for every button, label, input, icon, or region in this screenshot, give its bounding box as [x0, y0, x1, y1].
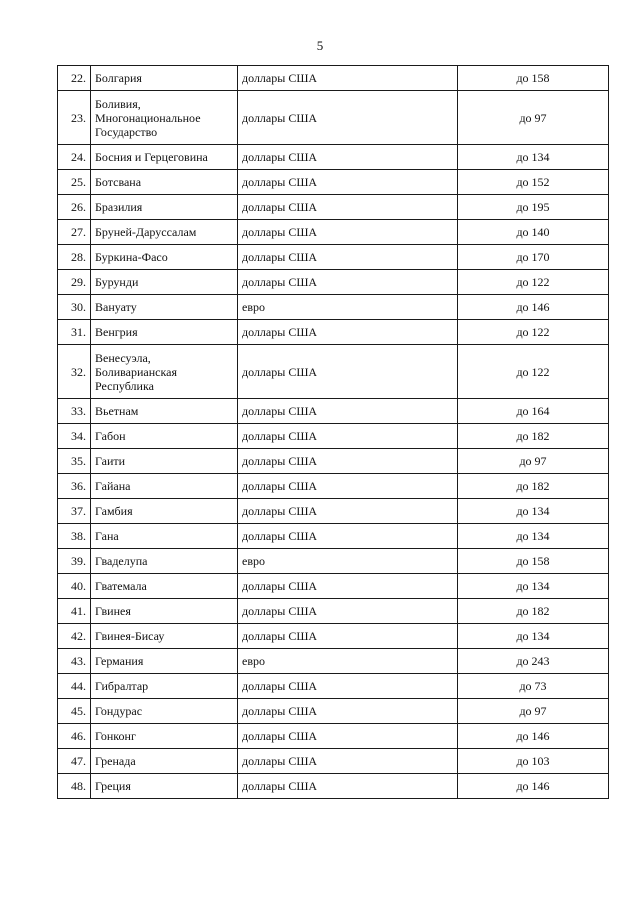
country-name: Гваделупа — [91, 549, 238, 574]
limit-amount: до 97 — [458, 91, 609, 145]
limit-amount: до 97 — [458, 699, 609, 724]
limit-amount: до 158 — [458, 66, 609, 91]
currency-name: доллары США — [238, 749, 458, 774]
row-number: 34. — [58, 424, 91, 449]
limit-amount: до 134 — [458, 574, 609, 599]
currency-name: евро — [238, 549, 458, 574]
row-number: 36. — [58, 474, 91, 499]
table-row — [58, 499, 609, 524]
currency-name: доллары США — [238, 245, 458, 270]
currency-name: доллары США — [238, 424, 458, 449]
limit-amount: до 195 — [458, 195, 609, 220]
country-name: Бразилия — [91, 195, 238, 220]
currency-name: евро — [238, 649, 458, 674]
table-row — [58, 345, 609, 399]
country-name: Гайана — [91, 474, 238, 499]
table-row — [58, 220, 609, 245]
limit-amount: до 152 — [458, 170, 609, 195]
currency-name: доллары США — [238, 524, 458, 549]
table-row — [58, 699, 609, 724]
currency-name: доллары США — [238, 399, 458, 424]
row-number: 26. — [58, 195, 91, 220]
limit-amount: до 158 — [458, 549, 609, 574]
row-number: 29. — [58, 270, 91, 295]
limit-amount: до 146 — [458, 724, 609, 749]
table-row — [58, 424, 609, 449]
limit-amount: до 73 — [458, 674, 609, 699]
row-number: 38. — [58, 524, 91, 549]
table-row — [58, 91, 609, 145]
country-name: Боливия, Многонациональное Государство — [91, 91, 238, 145]
limit-amount: до 134 — [458, 145, 609, 170]
table-row — [58, 449, 609, 474]
limit-amount: до 146 — [458, 774, 609, 799]
currency-name: доллары США — [238, 499, 458, 524]
row-number: 33. — [58, 399, 91, 424]
table-row — [58, 599, 609, 624]
country-name: Гибралтар — [91, 674, 238, 699]
row-number: 30. — [58, 295, 91, 320]
country-name: Бруней-Даруссалам — [91, 220, 238, 245]
row-number: 32. — [58, 345, 91, 399]
currency-name: доллары США — [238, 574, 458, 599]
page-number: 5 — [316, 38, 324, 53]
table-row — [58, 724, 609, 749]
row-number: 43. — [58, 649, 91, 674]
table-row — [58, 524, 609, 549]
table-row — [58, 66, 609, 91]
currency-name: доллары США — [238, 674, 458, 699]
country-name: Габон — [91, 424, 238, 449]
row-number: 27. — [58, 220, 91, 245]
row-number: 37. — [58, 499, 91, 524]
limit-amount: до 122 — [458, 270, 609, 295]
country-name: Гана — [91, 524, 238, 549]
limit-amount: до 122 — [458, 320, 609, 345]
table-row — [58, 170, 609, 195]
limit-amount: до 140 — [458, 220, 609, 245]
currency-name: доллары США — [238, 449, 458, 474]
row-number: 31. — [58, 320, 91, 345]
row-number: 22. — [58, 66, 91, 91]
country-name: Германия — [91, 649, 238, 674]
country-name: Бурунди — [91, 270, 238, 295]
row-number: 45. — [58, 699, 91, 724]
limit-amount: до 134 — [458, 499, 609, 524]
limit-amount: до 243 — [458, 649, 609, 674]
table-row — [58, 399, 609, 424]
table-row — [58, 549, 609, 574]
row-number: 24. — [58, 145, 91, 170]
row-number: 25. — [58, 170, 91, 195]
country-name: Босния и Герцеговина — [91, 145, 238, 170]
country-name: Вануату — [91, 295, 238, 320]
country-name: Гаити — [91, 449, 238, 474]
currency-name: доллары США — [238, 774, 458, 799]
currency-name: доллары США — [238, 220, 458, 245]
country-name: Греция — [91, 774, 238, 799]
table-row — [58, 774, 609, 799]
row-number: 46. — [58, 724, 91, 749]
table-row — [58, 474, 609, 499]
row-number: 35. — [58, 449, 91, 474]
country-name: Ботсвана — [91, 170, 238, 195]
currency-name: доллары США — [238, 345, 458, 399]
country-name: Гренада — [91, 749, 238, 774]
row-number: 41. — [58, 599, 91, 624]
currency-name: доллары США — [238, 270, 458, 295]
table-row — [58, 195, 609, 220]
currency-name: доллары США — [238, 599, 458, 624]
row-number: 28. — [58, 245, 91, 270]
row-number: 23. — [58, 91, 91, 145]
table-row — [58, 674, 609, 699]
limit-amount: до 182 — [458, 424, 609, 449]
limit-amount: до 97 — [458, 449, 609, 474]
table-row — [58, 320, 609, 345]
table-row — [58, 649, 609, 674]
currency-name: доллары США — [238, 66, 458, 91]
table-row — [58, 749, 609, 774]
country-name: Буркина-Фасо — [91, 245, 238, 270]
currency-name: доллары США — [238, 170, 458, 195]
currency-name: доллары США — [238, 699, 458, 724]
table-row — [58, 145, 609, 170]
currency-name: доллары США — [238, 624, 458, 649]
country-name: Гвинея — [91, 599, 238, 624]
limit-amount: до 146 — [458, 295, 609, 320]
country-name: Гонконг — [91, 724, 238, 749]
currency-name: доллары США — [238, 474, 458, 499]
table-row — [58, 574, 609, 599]
currency-name: евро — [238, 295, 458, 320]
table-row — [58, 270, 609, 295]
limit-amount: до 134 — [458, 524, 609, 549]
country-name: Вьетнам — [91, 399, 238, 424]
row-number: 48. — [58, 774, 91, 799]
currency-name: доллары США — [238, 145, 458, 170]
limit-amount: до 182 — [458, 474, 609, 499]
country-name: Гватемала — [91, 574, 238, 599]
limit-amount: до 182 — [458, 599, 609, 624]
table-row — [58, 295, 609, 320]
limit-amount: до 170 — [458, 245, 609, 270]
row-number: 44. — [58, 674, 91, 699]
country-name: Венгрия — [91, 320, 238, 345]
country-rates-table — [57, 65, 609, 799]
currency-name: доллары США — [238, 320, 458, 345]
row-number: 39. — [58, 549, 91, 574]
currency-name: доллары США — [238, 724, 458, 749]
country-name: Гвинея-Бисау — [91, 624, 238, 649]
table-row — [58, 245, 609, 270]
row-number: 42. — [58, 624, 91, 649]
country-name: Венесуэла, Боливарианская Республика — [91, 345, 238, 399]
currency-name: доллары США — [238, 195, 458, 220]
limit-amount: до 122 — [458, 345, 609, 399]
limit-amount: до 103 — [458, 749, 609, 774]
country-name: Гондурас — [91, 699, 238, 724]
row-number: 47. — [58, 749, 91, 774]
country-name: Болгария — [91, 66, 238, 91]
currency-name: доллары США — [238, 91, 458, 145]
row-number: 40. — [58, 574, 91, 599]
limit-amount: до 134 — [458, 624, 609, 649]
country-name: Гамбия — [91, 499, 238, 524]
table-row — [58, 624, 609, 649]
limit-amount: до 164 — [458, 399, 609, 424]
